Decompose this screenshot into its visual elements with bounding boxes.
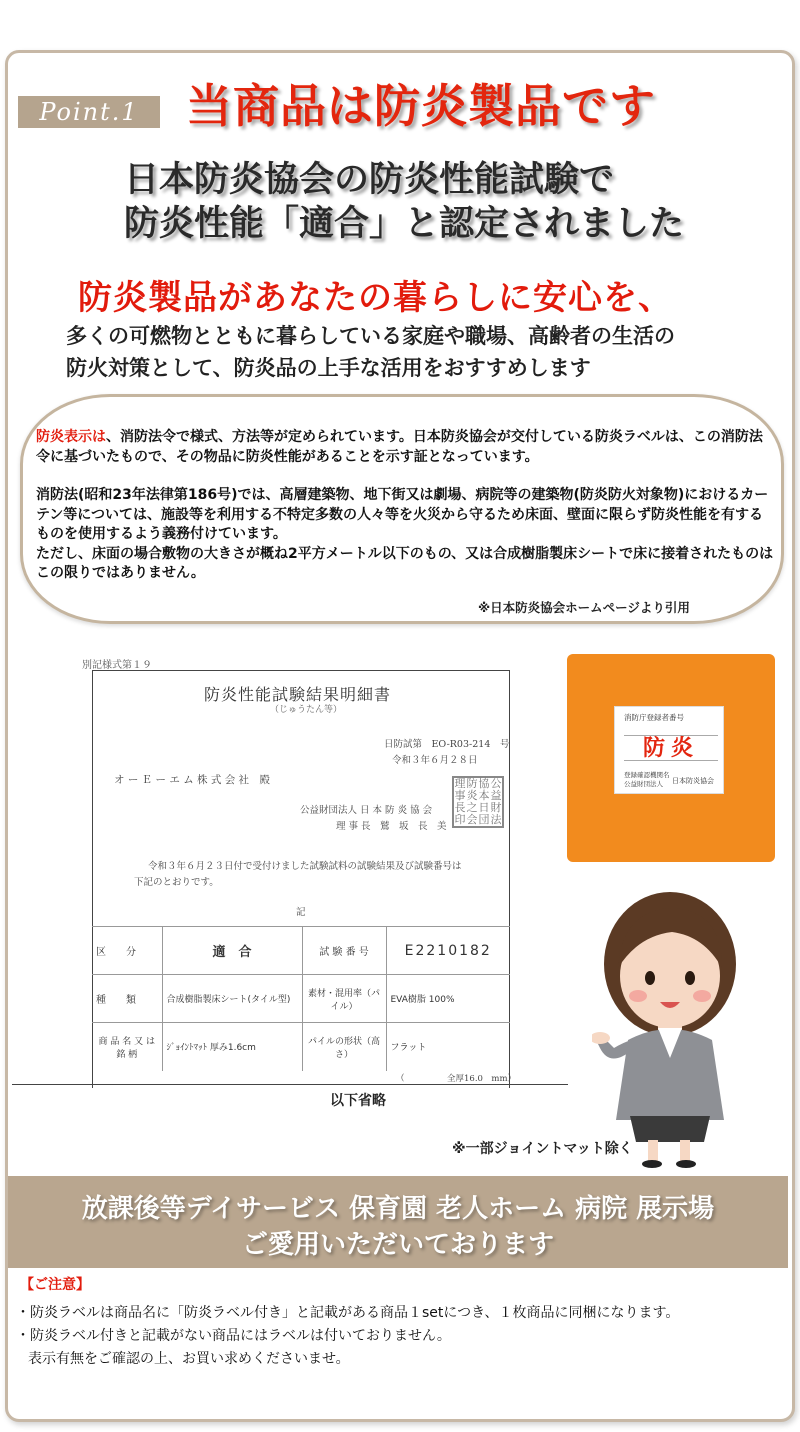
- lead-text-1: 多くの可燃物とともに暮らしている家庭や職場、高齢者の生活の: [66, 324, 675, 348]
- omitted-note: 以下省略: [330, 1093, 386, 1109]
- table-row: 種 類 合成樹脂製床シート(タイル型) 素材・混用率（パイル） EVA樹脂 100%: [92, 975, 510, 1023]
- doc-number: 日防試第 EO-R03-214 号: [384, 739, 510, 750]
- doc-body-2: 下記のとおりです。: [134, 877, 219, 888]
- info-paragraph-2: [36, 486, 776, 584]
- doc-bottom-edge: [12, 1084, 568, 1085]
- caution-heading: 【ご注意】: [20, 1277, 90, 1293]
- doc-result-table: [92, 926, 510, 1071]
- info-paragraph-3-text: ただし、床面の場合敷物の大きさが概ね2平方メートル以下のもの、又は合成樹脂製床シートで床に接着されたものはこの限りではありません。: [36, 545, 774, 581]
- presenter-woman-illustration: [592, 880, 772, 1170]
- caution-item-2: ・防炎ラベル付きと記載がない商品にはラベルは付いておりません。: [16, 1328, 451, 1344]
- doc-date: 令和３年６月２８日: [392, 755, 478, 766]
- label-registration-number: 消防庁登録者番号: [624, 713, 684, 722]
- certification-line-2: 防炎性能「適合」と認定されました: [124, 204, 685, 244]
- label-bouen-mark: 防炎: [624, 735, 718, 761]
- certification-line-1: 日本防炎協会の防炎性能試験で: [124, 160, 615, 200]
- info-paragraph-1-text: 、消防法令で様式、方法等が定められています。日本防炎協会が交付している防炎ラベルは、この消防法令に基づいたもので、その物品に防炎性能があることを示す証となっています。: [36, 429, 763, 465]
- doc-title: 防炎性能試験結果明細書: [204, 685, 392, 704]
- usage-message: ご愛用いただいております: [241, 1230, 554, 1260]
- info-paragraph-2-text: 消防法(昭和23年法律第186号)では、高層建築物、地下街又は劇場、病院等の建築物(防炎防火対象物)におけるカーテン等については、施設等を利用する不特定多数の人々等を火災から守るため床面、壁面に限らず防炎性能を有するものを使用するよう義務付けています。: [36, 487, 769, 542]
- doc-subtitle: （じゅうたん等）: [270, 705, 343, 715]
- doc-total-thickness: （ 全厚16.0 mm）: [396, 1074, 517, 1084]
- caution-item-3: 表示有無をご確認の上、お買い求めくださいませ。: [28, 1351, 350, 1367]
- usage-facilities: 放課後等デイサービス 保育園 老人ホーム 病院 展示場: [81, 1194, 715, 1224]
- table-row: 商 品 名 又 は 銘 柄 ｼﾞｮｲﾝﾄﾏｯﾄ 厚み1.6cm パイルの形状（高さ） フラット: [92, 1023, 510, 1071]
- doc-ki: 記: [296, 907, 306, 918]
- doc-addressee: オ ー Ｅ ー エ ム 株 式 会 社 殿: [114, 774, 271, 786]
- official-seal-icon: 理 防 協 公 事 炎 本 益 長 之 日 財 印 会 団 法: [452, 776, 504, 828]
- doc-body-1: 令和３年６月２３日付で受付けました試験試料の試験結果及び試験番号は: [148, 861, 462, 872]
- point-badge: Point.1: [18, 96, 160, 128]
- lead-text-2: 防火対策として、防炎品の上手な活用をおすすめします: [66, 356, 591, 380]
- label-org-type: 公益財団法人: [624, 780, 663, 788]
- label-org-name: 日本防炎協会: [672, 777, 714, 785]
- safety-headline: 防炎製品があなたの暮らしに安心を、: [78, 278, 673, 318]
- page-title: 当商品は防炎製品です: [186, 79, 656, 133]
- exception-note: ※一部ジョイントマット除く: [452, 1141, 633, 1157]
- citation: ※日本防炎協会ホームページより引用: [478, 600, 690, 615]
- info-paragraph-1: [36, 428, 776, 467]
- table-row: 区 分 適 合 試 験 番 号 E2210182: [92, 927, 510, 975]
- doc-issuer: 公益財団法人 日 本 防 炎 協 会: [300, 805, 433, 816]
- doc-form-number: 別記様式第１９: [82, 660, 152, 671]
- info-highlight: 防炎表示は: [36, 429, 106, 445]
- doc-director: 理 事 長 鷲 坂 長 美: [336, 821, 447, 832]
- caution-item-1: ・防炎ラベルは商品名に「防炎ラベル付き」と記載がある商品１setにつき、１枚商品に同梱になります。: [16, 1305, 680, 1321]
- label-org-caption: 登録確認機関名: [624, 771, 670, 779]
